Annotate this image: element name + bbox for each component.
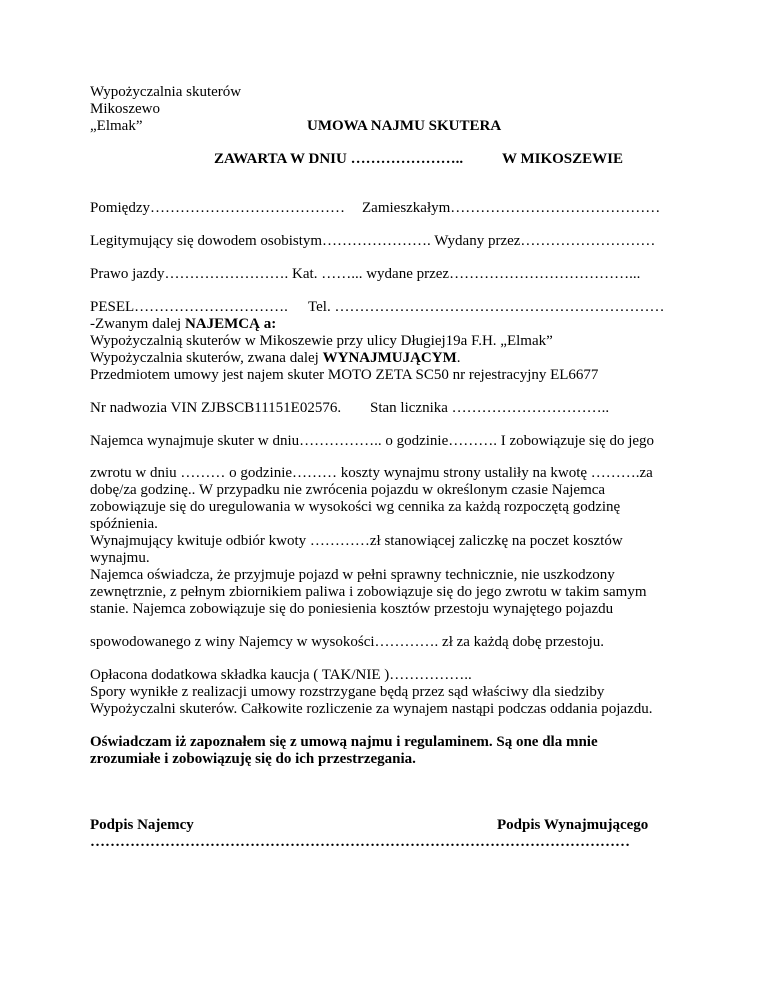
- deposit-line: Opłacona dodatkowa składka kaucja ( TAK/NIE )……………..: [90, 667, 472, 683]
- najemca-term: NAJEMCĄ a:: [184, 316, 277, 332]
- subject-of-contract: Przedmiotem umowy jest najem skuter MOTO ZETA SC50 nr rejestracyjny EL6677: [90, 367, 599, 383]
- id-document-line: Legitymujący się dowodem osobistym…………………. Wydany przez………………………: [90, 233, 656, 249]
- phone-field: Tel. …………………………………………………………: [308, 299, 665, 315]
- disputes-line: Spory wynikłe z realizacji umowy rozstrzygane będą przez sąd właściwy dla siedziby: [90, 684, 605, 700]
- terms-line-9: stanie. Najemca zobowiązuje się do poniesienia kosztów przestoju wynajętego pojazdu: [90, 601, 614, 617]
- settlement-line: Wypożyczalni skuterów. Całkowite rozliczenie za wynajem nastąpi podczas oddania pojazdu.: [90, 701, 653, 717]
- declaration-line-2: zrozumiałe i zobowiązuję się do ich przestrzegania.: [90, 751, 416, 767]
- company-location: Mikoszewo: [90, 101, 160, 117]
- terms-line-2: dobę/za godzinę.. W przypadku nie zwrócenia pojazdu w określonym czasie Najemca: [90, 482, 606, 498]
- driving-license-line: Prawo jazdy……………………. Kat. ……... wydane przez………………………………...: [90, 266, 641, 282]
- vin-number: Nr nadwozia VIN ZJBSCB11151E02576.: [90, 400, 342, 416]
- terms-line-4: spóźnienia.: [90, 516, 158, 532]
- terms-line-8: zewnętrznie, z pełnym zbiornikiem paliwa i zobowiązuje się do jego zwrotu w takim samym: [90, 584, 647, 600]
- company-brand: „Elmak”: [90, 118, 143, 134]
- terms-line-7: Najemca oświadcza, że przyjmuje pojazd w pełni sprawny technicznie, nie uszkodzony: [90, 567, 615, 583]
- wynajmujacy-term: WYNAJMUJĄCYM: [322, 350, 457, 366]
- signature-najemca-label: Podpis Najemcy: [90, 817, 194, 833]
- terms-line-3: zobowiązuje się do uregulowania w wysokości wg cennika za każdą rozpoczętą godzinę: [90, 499, 621, 515]
- odometer-field: Stan licznika …………………………..: [370, 400, 610, 416]
- signature-wynajmujacy-label: Podpis Wynajmującego: [497, 817, 649, 833]
- pesel-field: PESEL………………………….: [90, 299, 288, 315]
- zamieszkalym-field: Zamieszkałym……………………………………: [362, 200, 661, 216]
- terms-line-5: Wynajmujący kwituje odbiór kwoty …………zł stanowiącej zaliczkę na poczet kosztów: [90, 533, 623, 549]
- document-subtitle-date: ZAWARTA W DNIU …………………..: [214, 151, 464, 167]
- declaration-line-1: Oświadczam iż zapoznałem się z umową najmu i regulaminem. Są one dla mnie: [90, 734, 598, 750]
- document-title: UMOWA NAJMU SKUTERA: [307, 118, 502, 134]
- wynajmujacy-definition: Wypożyczalnia skuterów, zwana dalej WYNAJMUJĄCYM.: [90, 350, 461, 366]
- document-subtitle-place: W MIKOSZEWIE: [502, 151, 624, 167]
- pomiedzy-field: Pomiędzy…………………………………: [90, 200, 345, 216]
- terms-line-1: zwrotu w dniu ……… o godzinie……… koszty wynajmu strony ustaliły na kwotę ……….za: [90, 465, 653, 481]
- rental-date-line: Najemca wynajmuje skuter w dniu…………….. o godzinie………. I zobowiązuje się do jego: [90, 433, 655, 449]
- signature-dotted-line: ………………………………………………………………………………………………: [90, 834, 630, 850]
- downtime-cost-line: spowodowanego z winy Najemcy w wysokości…………. zł za każdą dobę przestoju.: [90, 634, 605, 650]
- rental-company-line: Wypożyczalnią skuterów w Mikoszewie przy ulicy Długiej19a F.H. „Elmak”: [90, 333, 553, 349]
- company-name: Wypożyczalnia skuterów: [90, 84, 242, 100]
- terms-line-6: wynajmu.: [90, 550, 150, 566]
- najemca-definition: -Zwanym dalej NAJEMCĄ a:: [90, 316, 277, 332]
